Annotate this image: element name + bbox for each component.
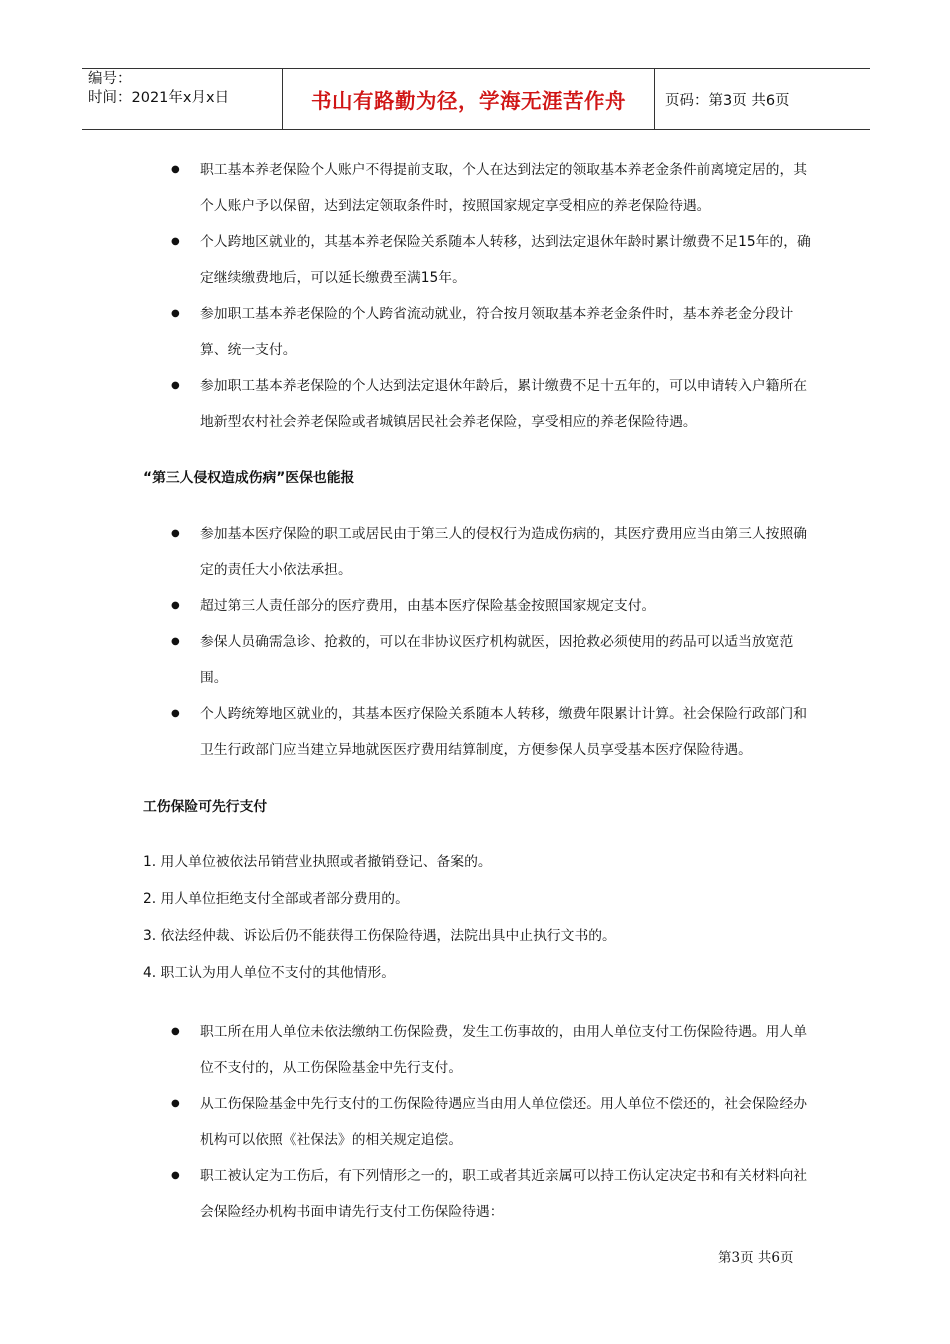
list-item: ● 参加职工基本养老保险的个人跨省流动就业，符合按月领取基本养老金条件时，基本养老金分段计算、统一支付。 [200,296,812,368]
list-item: ● 从工伤保险基金中先行支付的工伤保险待遇应当由用人单位偿还。用人单位不偿还的，社会保险经办机构可以依照《社保法》的相关规定追偿。 [200,1086,812,1158]
numbered-item: 1. 用人单位被依法吊销营业执照或者撤销登记、备案的。 [143,854,492,870]
list-item: ● 个人跨地区就业的，其基本养老保险关系随本人转移，达到法定退休年龄时累计缴费不足15年的，确定继续缴费地后，可以延长缴费至满15年。 [200,224,812,296]
bullet-icon: ● [171,1026,180,1037]
bullet-icon: ● [171,380,180,391]
bullet-icon: ● [171,1170,180,1181]
bullet-icon: ● [171,636,180,647]
list-item: ● 参保人员确需急诊、抢救的，可以在非协议医疗机构就医，因抢救必须使用的药品可以适当放宽范围。 [200,624,812,696]
page-footer: 第3页 共6页 [718,1250,794,1266]
page-indicator: 页码：第3页 共6页 [665,92,790,109]
section-heading: “第三人侵权造成伤病”医保也能报 [143,470,355,486]
motto: 书山有路勤为径，学海无涯苦作舟 [282,69,655,129]
numbered-item: 2. 用人单位拒绝支付全部或者部分费用的。 [143,891,409,907]
header-meta [82,69,282,129]
section-heading: 工伤保险可先行支付 [143,799,268,815]
list-item: ● 职工所在用人单位未依法缴纳工伤保险费，发生工伤事故的，由用人单位支付工伤保险待遇。用人单位不支付的，从工伤保险基金中先行支付。 [200,1014,812,1086]
numbered-item: 4. 职工认为用人单位不支付的其他情形。 [143,965,396,981]
bullet-icon: ● [171,708,180,719]
list-item: ● 个人跨统筹地区就业的，其基本医疗保险关系随本人转移，缴费年限累计计算。社会保险行政部门和卫生行政部门应当建立异地就医医疗费用结算制度，方便参保人员享受基本医疗保险待遇。 [200,696,812,768]
numbered-item: 3. 依法经仲裁、诉讼后仍不能获得工伤保险待遇，法院出具中止执行文书的。 [143,928,616,944]
bullet-icon: ● [171,528,180,539]
page-header [82,68,870,130]
bullet-icon: ● [171,236,180,247]
list-item: ● 职工基本养老保险个人账户不得提前支取，个人在达到法定的领取基本养老金条件前离境定居的，其个人账户予以保留，达到法定领取条件时，按照国家规定享受相应的养老保险待遇。 [200,152,812,224]
bullet-icon: ● [171,164,180,175]
list-item: ● 参加基本医疗保险的职工或居民由于第三人的侵权行为造成伤病的，其医疗费用应当由第三人按照确定的责任大小依法承担。 [200,516,812,588]
date-label: 时间：2021年x月x日 [88,90,230,106]
list-item: ● 超过第三人责任部分的医疗费用，由基本医疗保险基金按照国家规定支付。 [200,588,812,624]
bullet-icon: ● [171,600,180,611]
list-item: ● 参加职工基本养老保险的个人达到法定退休年龄后，累计缴费不足十五年的，可以申请转入户籍所在地新型农村社会养老保险或者城镇居民社会养老保险，享受相应的养老保险待遇。 [200,368,812,440]
bullet-icon: ● [171,308,180,319]
list-item: ● 职工被认定为工伤后，有下列情形之一的，职工或者其近亲属可以持工伤认定决定书和有关材料向社会保险经办机构书面申请先行支付工伤保险待遇： [200,1158,812,1230]
serial-number-label: 编号： [88,71,132,87]
bullet-icon: ● [171,1098,180,1109]
